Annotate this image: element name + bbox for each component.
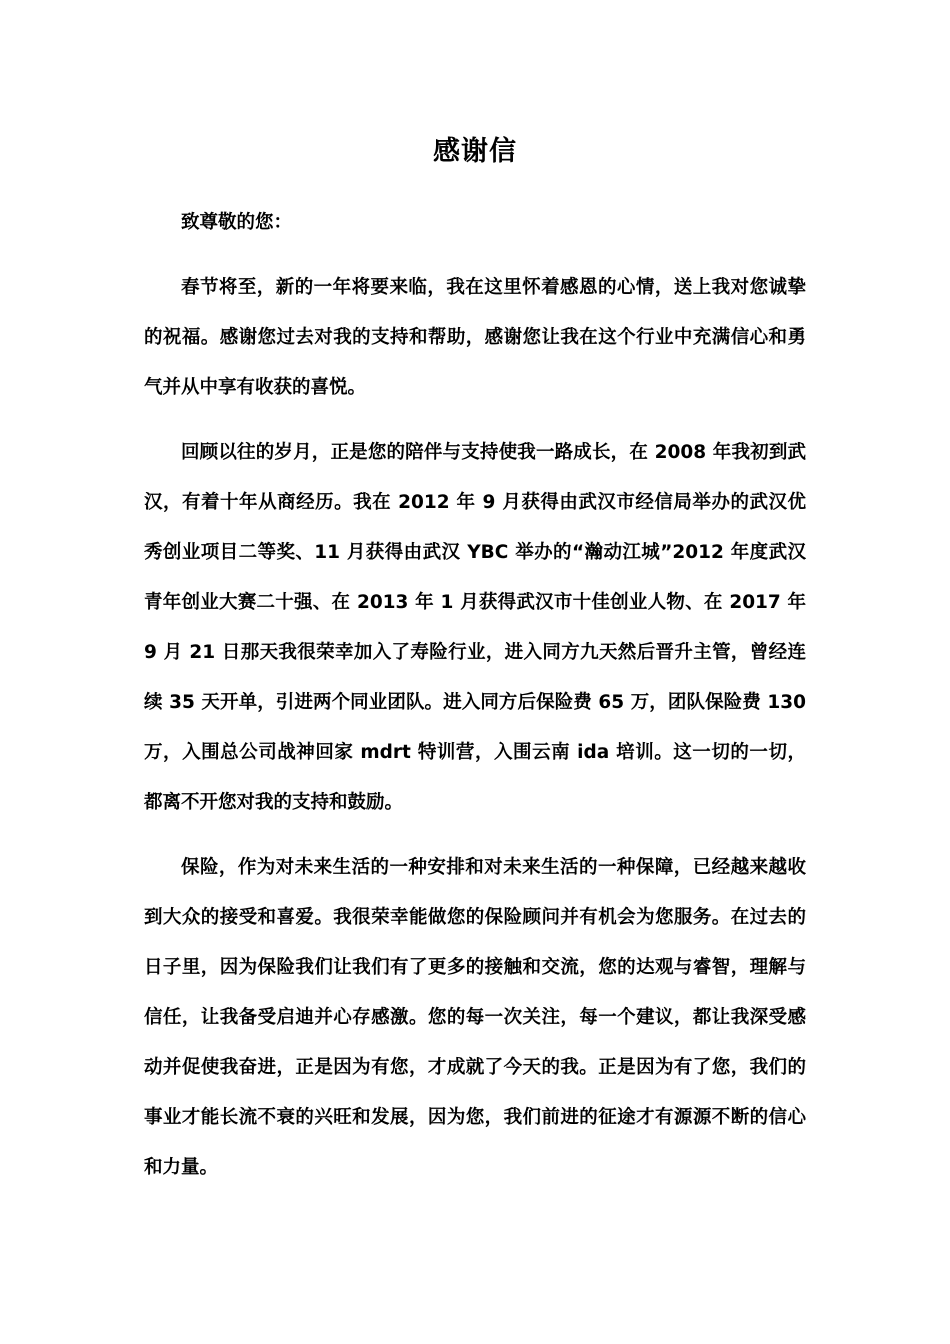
letter-body <box>144 198 806 1193</box>
paragraph-greeting: 春节将至，新的一年将要来临，我在这里怀着感恩的心情，送上我对您诚挚的祝福。感谢您过去对我的支持和帮助，感谢您让我在这个行业中充满信心和勇气并从中享有收获的喜悦。 <box>144 277 806 398</box>
paragraph-history: 回顾以往的岁月，正是您的陪伴与支持使我一路成长，在 2008 年我初到武汉，有着十年从商经历。我在 2012 年 9 月获得由武汉市经信局举办的武汉优秀创业项目二等奖、11 月获得由武汉 YBC 举办的“瀚动江城”2012 年度武汉青年创业大赛二十强、在 2013 年 1 月获得武汉市十佳创业人物、在 2017 年 9 月 21 日那天我很荣幸加入了寿险行业，进入同方九天然后晋升主管，曾经连续 35 天开单，引进两个同业团队。进入同方后保险费 65 万，团队保险费 130 万，入围总公司战神回家 mdrt 特训营，入围云南 ida 培训。这一切的一切，都离不开您对我的支持和鼓励。 <box>144 442 806 813</box>
salutation: 致尊敬的您： <box>181 212 293 233</box>
page-title: 感谢信 <box>433 136 517 167</box>
paragraph-insurance: 保险，作为对未来生活的一种安排和对未来生活的一种保障，已经越来越收到大众的接受和喜爱。我很荣幸能做您的保险顾问并有机会为您服务。在过去的日子里，因为保险我们让我们有了更多的接触和交流，您的达观与睿智，理解与信任，让我备受启迪并心存感激。您的每一次关注，每一个建议，都让我深受感动并促使我奋进，正是因为有您，才成就了今天的我。正是因为有了您，我们的事业才能长流不衰的兴旺和发展，因为您，我们前进的征途才有源源不断的信心和力量。 <box>144 857 806 1178</box>
